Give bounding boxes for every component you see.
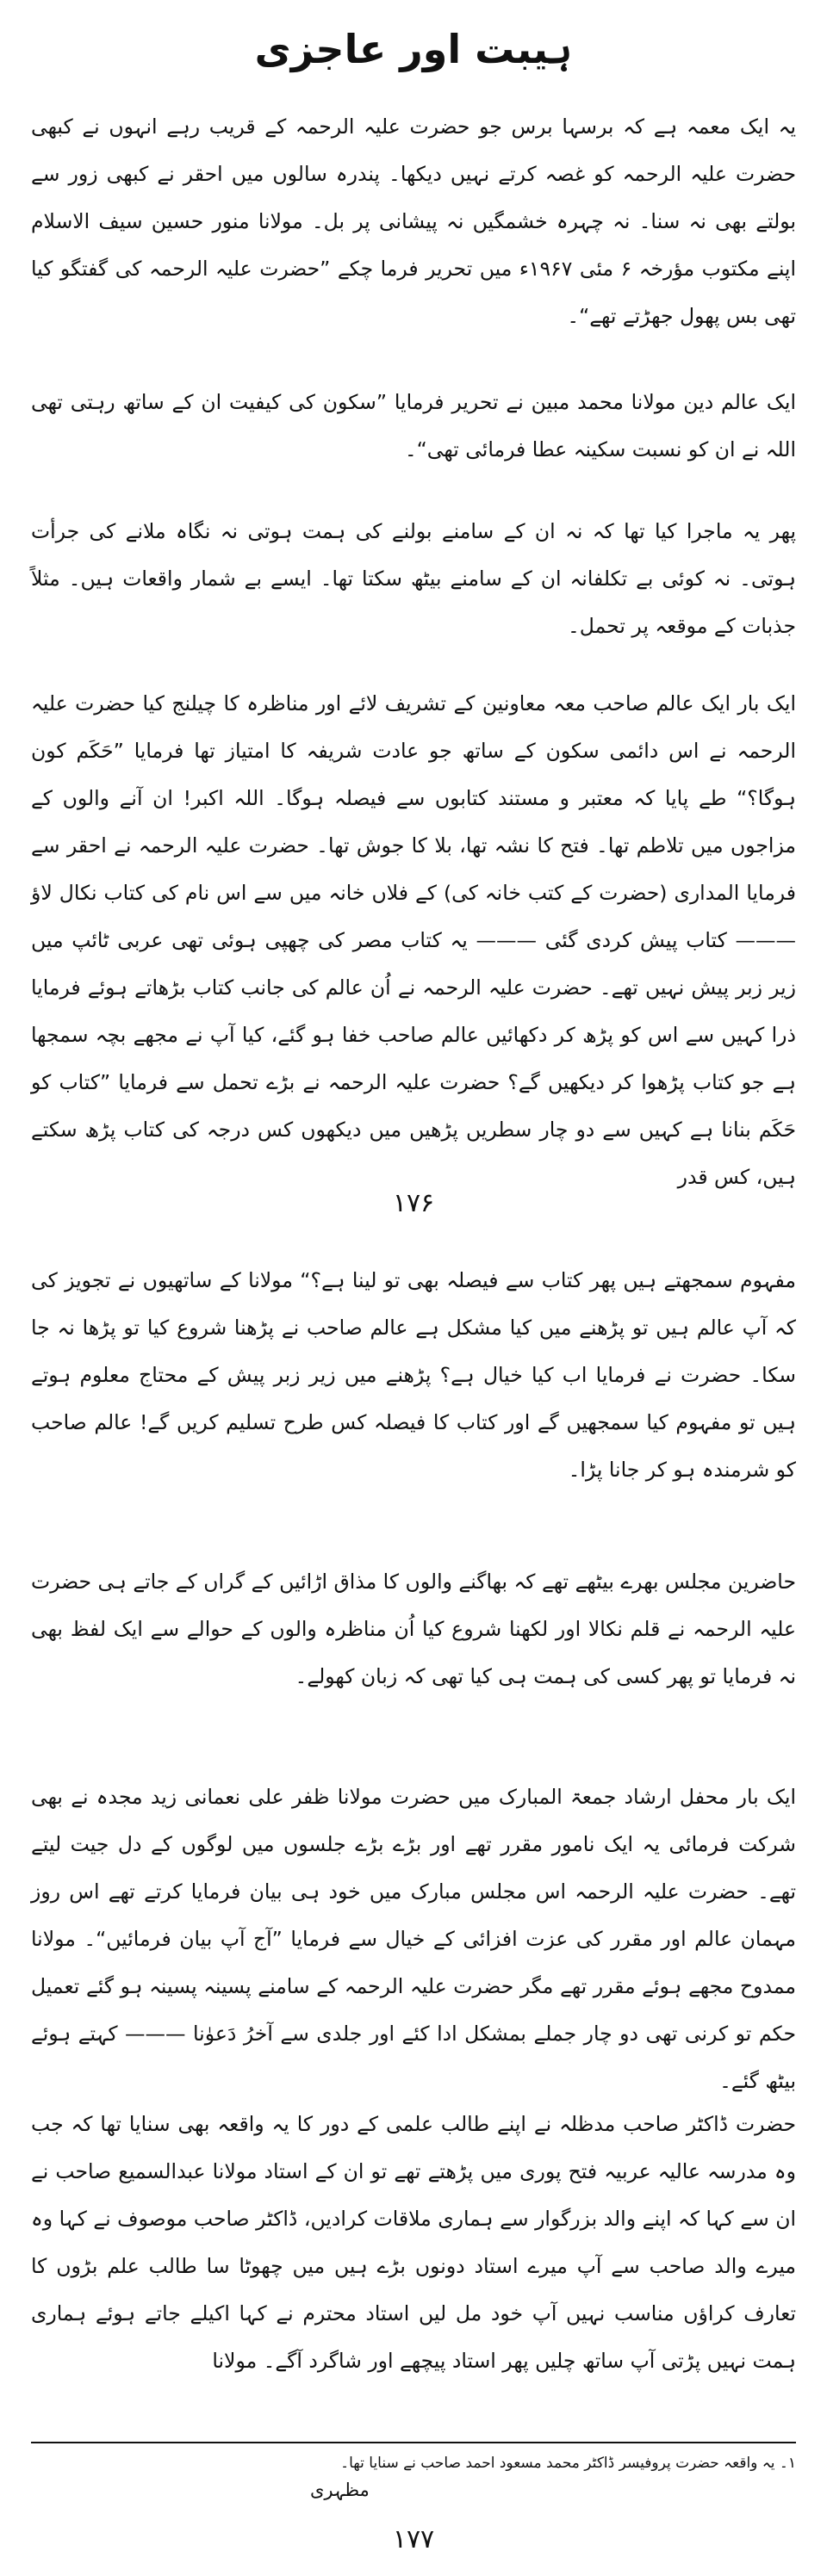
paragraph-4-block xyxy=(31,680,796,1201)
paragraph-5-block xyxy=(31,1257,796,1494)
paragraph-3-block xyxy=(31,508,796,650)
paragraph: یہ ایک معمہ ہے کہ برسہا برس جو حضرت علیہ الرحمہ کے قریب رہے انہوں نے کبھی حضرت علیہ الرحمہ کو غصہ کرتے نہیں دیکھا۔ پندرہ سالوں میں احقر نے کبھی زور سے بولتے بھی نہ سنا۔ نہ چہرہ خشمگیں نہ پیشانی پر بل۔ مولانا منور حسین سیف الاسلام اپنے مکتوب مؤرخہ ۶ مئی ۱۹۶۷ء میں تحریر فرما چکے ”حضرت علیہ الرحمہ کی گفتگو کیا تھی بس پھول جھڑتے تھے“۔ xyxy=(31,115,796,328)
paragraph: حاضرین مجلس بھرے بیٹھے تھے کہ بھاگنے والوں کا مذاق اڑائیں کے گراں کے جاتے ہی حضرت علیہ الرحمہ نے قلم نکالا اور لکھنا شروع کیا اُن مناظرہ والوں کے حوالے سے ایک لفظ بھی نہ فرمایا تو پھر کسی کی ہمت ہی کیا تھی کہ زبان کھولے۔ xyxy=(31,1570,796,1688)
signature: مظہری xyxy=(310,2480,370,2500)
paragraph-7-block xyxy=(31,1774,796,2105)
paragraph-2-block xyxy=(31,379,796,474)
paragraph: حضرت ڈاکٹر صاحب مدظلہ نے اپنے طالب علمی کے دور کا یہ واقعہ بھی سنایا تھا کہ جب وہ مدرسہ عالیہ عربیہ فتح پوری میں پڑھتے تھے تو ان کے استاد مولانا عبدالسمیع صاحب نے ان سے کہا کہ اپنے والد بزرگوار سے ہماری ملاقات کرادیں، ڈاکٹر صاحب موصوف نے کہا وہ میرے والد صاحب سے آپ میرے استاد دونوں بڑے ہیں میں چھوٹا سا طالب علم بڑوں کا تعارف کراؤں مناسب نہیں آپ خود مل لیں استاد محترم نے کہا اکیلے جاتے ہوئے ہماری ہمت نہیں پڑتی آپ ساتھ چلیں پھر استاد پیچھے اور شاگرد آگے۔ مولانا xyxy=(31,2112,796,2373)
paragraph-1-block xyxy=(31,103,796,340)
page-title: ہیبت اور عاجزی xyxy=(254,26,573,72)
page-number: ۱۷۷ xyxy=(392,2524,435,2554)
paragraph: پھر یہ ماجرا کیا تھا کہ نہ ان کے سامنے بولنے کی ہمت ہوتی نہ نگاہ ملانے کی جرأت ہوتی۔ نہ کوئی بے تکلفانہ ان کے سامنے بیٹھ سکتا تھا۔ ایسے بے شمار واقعات ہیں۔ مثلاً جذبات کے موقعہ پر تحمل۔ xyxy=(31,519,796,638)
paragraph: ایک عالم دین مولانا محمد مبین نے تحریر فرمایا ”سکون کی کیفیت ان کے ساتھ رہتی تھی اللہ نے ان کو نسبت سکینہ عطا فرمائی تھی“۔ xyxy=(31,390,796,461)
paragraph: مفہوم سمجھتے ہیں پھر کتاب سے فیصلہ بھی تو لینا ہے؟“ مولانا کے ساتھیوں نے تجویز کی کہ آپ عالم ہیں تو پڑھنے میں کیا مشکل ہے عالم صاحب نے پڑھنا شروع کیا تو پڑھا نہ جا سکا۔ حضرت نے فرمایا اب کیا خیال ہے؟ پڑھنے میں زیر زبر پیش کے محتاج معلوم ہوتے ہیں تو مفہوم کیا سمجھیں گے اور کتاب کا فیصلہ کس طرح تسلیم کریں گے! عالم صاحب کو شرمندہ ہو کر جانا پڑا۔ xyxy=(31,1268,796,1482)
paragraph-8-block xyxy=(31,2101,796,2385)
page-number: ۱۷۶ xyxy=(392,1188,435,1218)
paragraph: ایک بار ایک عالم صاحب معہ معاونین کے تشریف لائے اور مناظرہ کا چیلنج کیا حضرت علیہ الرحمہ نے اس دائمی سکون کے ساتھ جو عادت شریفہ کا امتیاز تھا فرمایا ”حَکَم کون ہوگا؟“ طے پایا کہ معتبر و مستند کتابوں سے فیصلہ ہوگا۔ اللہ اکبر! ان آنے والوں کے مزاجوں میں تلاطم تھا۔ فتح کا نشہ تھا، بلا کا جوش تھا۔ حضرت علیہ الرحمہ نے احقر سے فرمایا المداری (حضرت کے کتب خانہ کی) کے فلاں خانہ میں سے اس نام کی کتاب نکال لاؤ ——— کتاب پیش کردی گئی ——— یہ کتاب مصر کی چھپی ہوئی تھی عربی ٹائپ میں زیر زبر پیش نہیں تھے۔ حضرت علیہ الرحمہ نے اُن عالم کی جانب کتاب بڑھاتے ہوئے فرمایا ذرا کہیں سے اس کو پڑھ کر دکھائیں عالم صاحب خفا ہو گئے، کیا آپ نے مجھے بچہ سمجھا ہے جو کتاب پڑھوا کر دیکھیں گے؟ حضرت علیہ الرحمہ نے بڑے تحمل سے فرمایا ”کتاب کو حَکَم بنانا ہے کہیں سے دو چار سطریں پڑھیں میں دیکھوں کس درجہ کی کتاب پڑھ سکتے ہیں، کس قدر xyxy=(31,691,796,1189)
paragraph-6-block xyxy=(31,1558,796,1700)
footnote: ۱۔ یہ واقعہ حضرت پروفیسر ڈاکٹر محمد مسعود احمد صاحب نے سنایا تھا۔ xyxy=(340,2455,796,2472)
footnote-divider xyxy=(31,2442,796,2443)
paragraph: ایک بار محفل ارشاد جمعۃ المبارک میں حضرت مولانا ظفر علی نعمانی زید مجدہ نے بھی شرکت فرمائی یہ ایک نامور مقرر تھے اور بڑے بڑے جلسوں میں لوگوں کے دل جیت لیتے تھے۔ حضرت علیہ الرحمہ اس مجلس مبارک میں خود ہی بیان فرمایا کرتے تھے اس روز مہمان عالم اور مقرر کی عزت افزائی کے خیال سے فرمایا ”آج آپ بیان فرمائیں“۔ مولانا ممدوح مجھے ہوئے مقرر تھے مگر حضرت علیہ الرحمہ کے سامنے پسینہ پسینہ ہو گئے تعمیل حکم تو کرنی تھی دو چار جملے بمشکل ادا کئے اور جلدی سے آخرُ دَعوٰنا ——— کہتے ہوئے بیٹھ گئے۔ xyxy=(31,1785,796,2093)
